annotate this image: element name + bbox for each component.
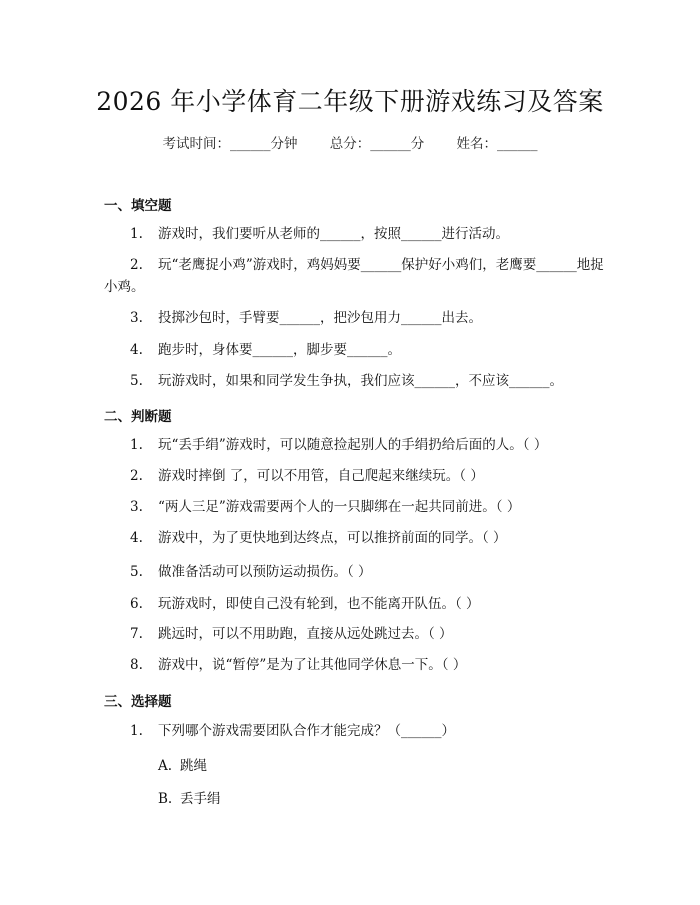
fill-question-5 bbox=[104, 370, 604, 392]
section-heading-fill: 一、填空题 bbox=[104, 198, 172, 214]
question-number: 1. bbox=[130, 437, 143, 453]
exam-time: 考试时间：______分钟 bbox=[162, 136, 298, 152]
judge-question-5 bbox=[104, 561, 604, 583]
question-text: 玩“老鹰捉小鸡”游戏时，鸡妈妈要______保护好小鸡们，老鹰要______地捉小鸡。 bbox=[104, 257, 604, 295]
question-text: 跑步时，身体要______，脚步要______。 bbox=[158, 342, 401, 358]
section-heading-judge: 二、判断题 bbox=[104, 409, 172, 425]
question-text: 跳远时，可以不用助跑，直接从远处跳过去。（ ） bbox=[158, 626, 453, 642]
choice-option-a bbox=[158, 754, 207, 774]
question-text: 下列哪个游戏需要团队合作才能完成？（______） bbox=[158, 723, 455, 739]
choice-question-1 bbox=[104, 720, 604, 742]
exam-meta bbox=[0, 132, 700, 152]
judge-question-7 bbox=[104, 623, 604, 645]
question-text: 游戏时摔倒 了，可以不用管，自己爬起来继续玩。（ ） bbox=[158, 468, 484, 484]
section-heading-choice: 三、选择题 bbox=[104, 694, 172, 710]
question-number: 1. bbox=[130, 723, 143, 739]
fill-question-1 bbox=[104, 223, 604, 245]
option-letter: B. bbox=[158, 791, 173, 807]
judge-question-4 bbox=[104, 527, 604, 549]
student-name: 姓名：______ bbox=[456, 136, 538, 152]
question-text: 做准备活动可以预防运动损伤。（ ） bbox=[158, 564, 372, 580]
question-number: 5. bbox=[130, 564, 143, 580]
fill-question-3 bbox=[104, 307, 604, 329]
question-text: 玩“丢手绢”游戏时，可以随意捡起别人的手绢扔给后面的人。（ ） bbox=[158, 437, 548, 453]
question-text: 玩游戏时，如果和同学发生争执，我们应该______，不应该______。 bbox=[158, 373, 563, 389]
question-number: 6. bbox=[130, 596, 143, 612]
question-number: 3. bbox=[130, 310, 143, 326]
total-score: 总分：______分 bbox=[329, 136, 425, 152]
choice-option-b bbox=[158, 787, 221, 807]
question-number: 2. bbox=[130, 257, 143, 273]
page-title: 2026 年小学体育二年级下册游戏练习及答案 bbox=[96, 87, 604, 116]
fill-question-2 bbox=[104, 254, 604, 298]
fill-question-4 bbox=[104, 339, 604, 361]
question-text: 游戏中，为了更快地到达终点，可以推挤前面的同学。（ ） bbox=[158, 530, 507, 546]
question-number: 7. bbox=[130, 626, 143, 642]
judge-question-8 bbox=[104, 654, 604, 676]
question-text: 投掷沙包时，手臂要______，把沙包用力______出去。 bbox=[158, 310, 482, 326]
option-letter: A. bbox=[158, 758, 173, 774]
question-number: 5. bbox=[130, 373, 143, 389]
option-text: 跳绳 bbox=[180, 758, 207, 774]
question-number: 4. bbox=[130, 342, 143, 358]
question-text: 玩游戏时，即使自己没有轮到，也不能离开队伍。（ ） bbox=[158, 596, 480, 612]
question-number: 2. bbox=[130, 468, 143, 484]
judge-question-2 bbox=[104, 465, 604, 487]
judge-question-1 bbox=[104, 434, 604, 456]
option-text: 丢手绢 bbox=[180, 791, 221, 807]
judge-question-3 bbox=[104, 496, 604, 518]
question-number: 4. bbox=[130, 530, 143, 546]
question-number: 8. bbox=[130, 657, 143, 673]
question-text: 游戏中，说“暂停”是为了让其他同学休息一下。（ ） bbox=[158, 657, 467, 673]
question-number: 1. bbox=[130, 226, 143, 242]
question-text: 游戏时，我们要听从老师的______，按照______进行活动。 bbox=[158, 226, 509, 242]
judge-question-6 bbox=[104, 593, 604, 615]
question-number: 3. bbox=[130, 499, 143, 515]
question-text: “两人三足”游戏需要两个人的一只脚绑在一起共同前进。（ ） bbox=[158, 499, 521, 515]
